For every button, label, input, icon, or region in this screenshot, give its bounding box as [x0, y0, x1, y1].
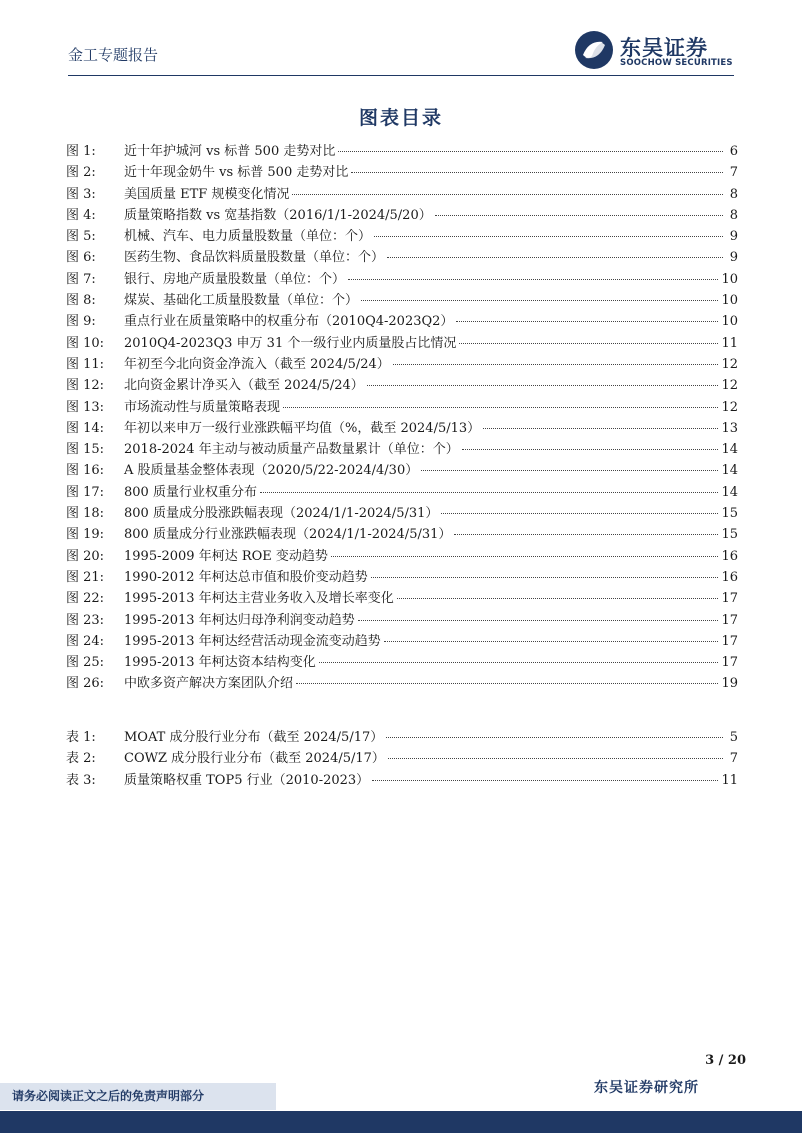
figure-entry[interactable]: [66, 246, 738, 267]
dot-leader: [462, 449, 719, 450]
entry-page: 17: [721, 655, 738, 671]
entry-label: 表 3:: [66, 772, 96, 788]
entry-page: 14: [721, 463, 738, 479]
report-type-label: 金工专题报告: [68, 46, 159, 64]
entry-page: 9: [729, 229, 738, 245]
entry-label: 表 2:: [66, 751, 96, 767]
entry-page: 8: [729, 207, 738, 223]
dot-leader: [283, 407, 718, 408]
entry-page: 17: [721, 591, 738, 607]
entry-label: 表 1:: [66, 730, 96, 745]
brand-logo: [574, 30, 750, 70]
entry-title: 800 质量成分股涨跌幅表现（2024/1/1-2024/5/31）: [124, 506, 439, 522]
entry-title: A 股质量基金整体表现（2020/5/22-2024/4/30）: [124, 463, 419, 479]
dot-leader: [459, 343, 718, 344]
entry-label: 图 22:: [66, 591, 105, 607]
entry-page: 13: [721, 420, 738, 436]
entry-page: 17: [721, 633, 738, 649]
entry-title: 近十年护城河 vs 标普 500 走势对比: [124, 144, 336, 159]
entry-label: 图 12:: [66, 378, 105, 394]
dot-leader: [374, 236, 723, 237]
entry-page: 16: [721, 548, 738, 564]
entry-page: 10: [721, 271, 738, 287]
entry-page: 16: [721, 569, 738, 585]
entry-label: 图 4:: [66, 207, 96, 223]
entry-label: 图 1:: [66, 144, 96, 159]
dot-leader: [456, 321, 718, 322]
entry-label: 图 6:: [66, 250, 96, 266]
entry-title: 800 质量成分行业涨跌幅表现（2024/1/1-2024/5/31）: [124, 527, 452, 543]
entry-page: 12: [721, 399, 738, 415]
figure-entry[interactable]: [66, 289, 738, 310]
entry-title: COWZ 成分股行业分布（截至 2024/5/17）: [124, 751, 385, 767]
figure-entry[interactable]: [66, 630, 738, 651]
figure-list: [66, 140, 738, 694]
footer-organization: 东吴证券研究所: [594, 1080, 699, 1096]
entry-page: 5: [729, 730, 738, 745]
entry-label: 图 5:: [66, 229, 96, 245]
dot-leader: [351, 172, 723, 173]
figure-entry[interactable]: [66, 396, 738, 417]
brand-name-cn: 东吴证券: [620, 36, 708, 60]
entry-title: 1995-2013 年柯达资本结构变化: [124, 655, 316, 671]
figure-entry[interactable]: [66, 417, 738, 438]
figure-entry[interactable]: [66, 672, 738, 693]
figure-entry[interactable]: [66, 438, 738, 459]
entry-label: 图 8:: [66, 293, 96, 309]
entry-label: 图 20:: [66, 548, 105, 564]
figure-entry[interactable]: [66, 183, 738, 204]
entry-title: 1995-2013 年柯达归母净利润变动趋势: [124, 612, 355, 628]
dot-leader: [331, 556, 719, 557]
entry-title: 北向资金累计净买入（截至 2024/5/24）: [124, 378, 364, 394]
entry-title: 银行、房地产质量股数量（单位：个）: [124, 271, 346, 287]
entry-page: 11: [721, 335, 738, 351]
entry-page: 9: [729, 250, 738, 266]
entry-label: 图 16:: [66, 463, 105, 479]
brand-name-en: SOOCHOW SECURITIES: [620, 58, 733, 68]
figure-entry[interactable]: [66, 140, 738, 161]
dot-leader: [338, 151, 723, 152]
entry-label: 图 11:: [66, 356, 105, 372]
figure-entry[interactable]: [66, 587, 738, 608]
dot-leader: [358, 620, 719, 621]
dot-leader: [386, 737, 723, 738]
entry-label: 图 23:: [66, 612, 105, 628]
entry-title: 近十年现金奶牛 vs 标普 500 走势对比: [124, 165, 349, 181]
dot-leader: [371, 577, 719, 578]
footer-bar: [0, 1111, 802, 1133]
entry-label: 图 18:: [66, 506, 105, 522]
entry-title: 2018-2024 年主动与被动质量产品数量累计（单位：个）: [124, 442, 459, 458]
table-entry[interactable]: [66, 747, 738, 768]
dot-leader: [483, 428, 718, 429]
entry-title: 中欧多资产解决方案团队介绍: [124, 676, 294, 692]
entry-title: 年初以来申万一级行业涨跌幅平均值（%，截至 2024/5/13）: [124, 420, 481, 436]
figure-entry[interactable]: [66, 545, 738, 566]
entry-label: 图 10:: [66, 335, 105, 351]
figure-entry[interactable]: [66, 225, 738, 246]
figure-entry[interactable]: [66, 651, 738, 672]
entry-title: 煤炭、基础化工质量股数量（单位：个）: [124, 293, 359, 309]
entry-page: 6: [729, 144, 738, 159]
entry-title: 1990-2012 年柯达总市值和股价变动趋势: [124, 569, 368, 585]
dot-leader: [361, 300, 718, 301]
figure-entry[interactable]: [66, 609, 738, 630]
figure-entry[interactable]: [66, 268, 738, 289]
figure-entry[interactable]: [66, 502, 738, 523]
figure-entry[interactable]: [66, 459, 738, 480]
entry-title: 1995-2013 年柯达经营活动现金流变动趋势: [124, 633, 381, 649]
entry-page: 7: [729, 751, 738, 767]
entry-title: 1995-2009 年柯达 ROE 变动趋势: [124, 548, 328, 564]
entry-label: 图 24:: [66, 633, 105, 649]
figure-entry[interactable]: [66, 374, 738, 395]
figure-entry[interactable]: [66, 204, 738, 225]
entry-label: 图 21:: [66, 569, 105, 585]
entry-label: 图 13:: [66, 399, 105, 415]
dot-leader: [296, 683, 718, 684]
entry-page: 12: [721, 378, 738, 394]
entry-page: 7: [729, 165, 738, 181]
entry-title: MOAT 成分股行业分布（截至 2024/5/17）: [124, 730, 384, 745]
dot-leader: [441, 513, 718, 514]
page-indicator: 3 / 20: [705, 1053, 746, 1068]
entry-label: 图 26:: [66, 676, 105, 692]
entry-title: 质量策略指数 vs 宽基指数（2016/1/1-2024/5/20）: [124, 207, 432, 223]
figure-entry[interactable]: [66, 523, 738, 544]
disclaimer-notice: 请务必阅读正文之后的免责声明部分: [0, 1083, 276, 1110]
entry-page: 15: [721, 506, 738, 522]
figure-entry[interactable]: [66, 481, 738, 502]
entry-page: 15: [721, 527, 738, 543]
dot-leader: [397, 598, 719, 599]
entry-page: 11: [721, 772, 738, 788]
dot-leader: [435, 215, 723, 216]
entry-title: 1995-2013 年柯达主营业务收入及增长率变化: [124, 591, 394, 607]
entry-label: 图 3:: [66, 186, 96, 202]
entry-title: 年初至今北向资金净流入（截至 2024/5/24）: [124, 356, 390, 372]
entry-title: 美国质量 ETF 规模变化情况: [124, 186, 290, 202]
header-divider: [68, 75, 734, 76]
entry-title: 机械、汽车、电力质量股数量（单位：个）: [124, 229, 372, 245]
entry-page: 14: [721, 484, 738, 500]
table-entry[interactable]: [66, 726, 738, 747]
entry-page: 12: [721, 356, 738, 372]
entry-title: 医药生物、食品饮料质量股数量（单位：个）: [124, 250, 385, 266]
entry-label: 图 7:: [66, 271, 96, 287]
dot-leader: [421, 470, 718, 471]
brand-logo-icon: [574, 30, 614, 70]
entry-label: 图 2:: [66, 165, 96, 181]
entry-title: 市场流动性与质量策略表现: [124, 399, 281, 415]
figure-entry[interactable]: [66, 353, 738, 374]
entry-label: 图 17:: [66, 484, 105, 500]
toc-heading: 图表目录: [358, 107, 443, 129]
figure-entry[interactable]: [66, 310, 738, 331]
dot-leader: [260, 492, 719, 493]
dot-leader: [388, 758, 723, 759]
entry-label: 图 15:: [66, 442, 105, 458]
dot-leader: [372, 780, 718, 781]
entry-page: 10: [721, 293, 738, 309]
dot-leader: [387, 257, 723, 258]
entry-page: 10: [721, 314, 738, 330]
table-entry[interactable]: [66, 769, 738, 790]
figure-entry[interactable]: [66, 161, 738, 182]
table-list: [66, 726, 738, 790]
figure-entry[interactable]: [66, 566, 738, 587]
dot-leader: [393, 364, 719, 365]
entry-label: 图 9:: [66, 314, 96, 330]
entry-title: 800 质量行业权重分布: [124, 484, 257, 500]
entry-label: 图 25:: [66, 655, 105, 671]
entry-title: 质量策略权重 TOP5 行业（2010-2023）: [124, 772, 370, 788]
dot-leader: [367, 385, 719, 386]
entry-page: 14: [721, 442, 738, 458]
entry-page: 8: [729, 186, 738, 202]
dot-leader: [384, 641, 719, 642]
entry-page: 19: [721, 676, 738, 692]
entry-label: 图 19:: [66, 527, 105, 543]
dot-leader: [319, 662, 719, 663]
entry-label: 图 14:: [66, 420, 105, 436]
entry-title: 重点行业在质量策略中的权重分布（2010Q4-2023Q2）: [124, 314, 454, 330]
dot-leader: [348, 279, 718, 280]
dot-leader: [454, 534, 718, 535]
entry-title: 2010Q4-2023Q3 申万 31 个一级行业内质量股占比情况: [124, 335, 457, 351]
figure-entry[interactable]: [66, 332, 738, 353]
entry-page: 17: [721, 612, 738, 628]
dot-leader: [292, 194, 723, 195]
